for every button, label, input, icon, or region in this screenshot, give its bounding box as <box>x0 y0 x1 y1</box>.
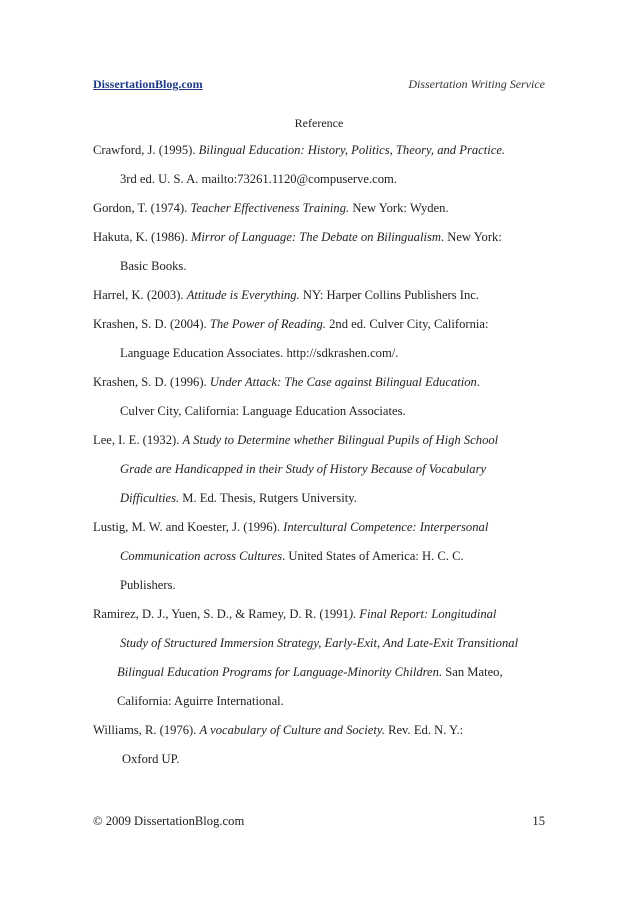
copyright: © 2009 DissertationBlog.com <box>93 814 245 828</box>
reference-1-line-1: Crawford, J. (1995). Bilingual Education: History, Politics, Theory, and Practice. <box>93 143 506 157</box>
page-header <box>93 77 545 97</box>
reference-8-line-2: Communication across Cultures. United States of America: H. C. C. <box>120 549 464 563</box>
reference-8-line-3: Publishers. <box>120 578 176 592</box>
reference-8-line-1: Lustig, M. W. and Koester, J. (1996). Intercultural Competence: Interpersonal <box>93 520 489 534</box>
reference-6-line-2: Culver City, California: Language Education Associates. <box>120 404 406 418</box>
reference-9-line-2: Study of Structured Immersion Strategy, Early-Exit, And Late-Exit Transitional <box>120 636 519 650</box>
reference-1-line-2: 3rd ed. U. S. A. mailto:73261.1120@compuserve.com. <box>120 172 397 186</box>
reference-5-line-1: Krashen, S. D. (2004). The Power of Reading. 2nd ed. Culver City, California: <box>93 317 489 331</box>
page-title: Reference <box>294 116 344 130</box>
reference-3-line-1: Hakuta, K. (1986). Mirror of Language: The Debate on Bilingualism. New York: <box>93 230 502 244</box>
reference-5-line-2: Language Education Associates. http://sdkrashen.com/. <box>120 346 399 360</box>
site-link[interactable]: DissertationBlog.com <box>93 77 203 91</box>
page-number: 15 <box>532 814 545 828</box>
page-footer <box>93 814 545 829</box>
reference-7-line-1: Lee, I. E. (1932). A Study to Determine whether Bilingual Pupils of High School <box>93 433 499 447</box>
reference-9-line-3: Bilingual Education Programs for Language-Minority Children. San Mateo, <box>117 665 503 679</box>
service-label: Dissertation Writing Service <box>408 77 545 91</box>
reference-10-line-1: Williams, R. (1976). A vocabulary of Culture and Society. Rev. Ed. N. Y.: <box>93 723 464 737</box>
reference-3-line-2: Basic Books. <box>120 259 187 273</box>
reference-2-line-1: Gordon, T. (1974). Teacher Effectiveness Training. New York: Wyden. <box>93 201 449 215</box>
reference-7-line-2: Grade are Handicapped in their Study of History Because of Vocabulary <box>120 462 487 476</box>
reference-4-line-1: Harrel, K. (2003). Attitude is Everything. NY: Harper Collins Publishers Inc. <box>93 288 480 302</box>
reference-7-line-3: Difficulties. M. Ed. Thesis, Rutgers University. <box>120 491 357 505</box>
reference-6-line-1: Krashen, S. D. (1996). Under Attack: The Case against Bilingual Education. <box>93 375 480 389</box>
reference-9-line-1: Ramirez, D. J., Yuen, S. D., & Ramey, D. R. (1991). Final Report: Longitudinal <box>93 607 497 621</box>
reference-9-line-4: California: Aguirre International. <box>117 694 284 708</box>
reference-10-line-2: Oxford UP. <box>122 752 180 766</box>
